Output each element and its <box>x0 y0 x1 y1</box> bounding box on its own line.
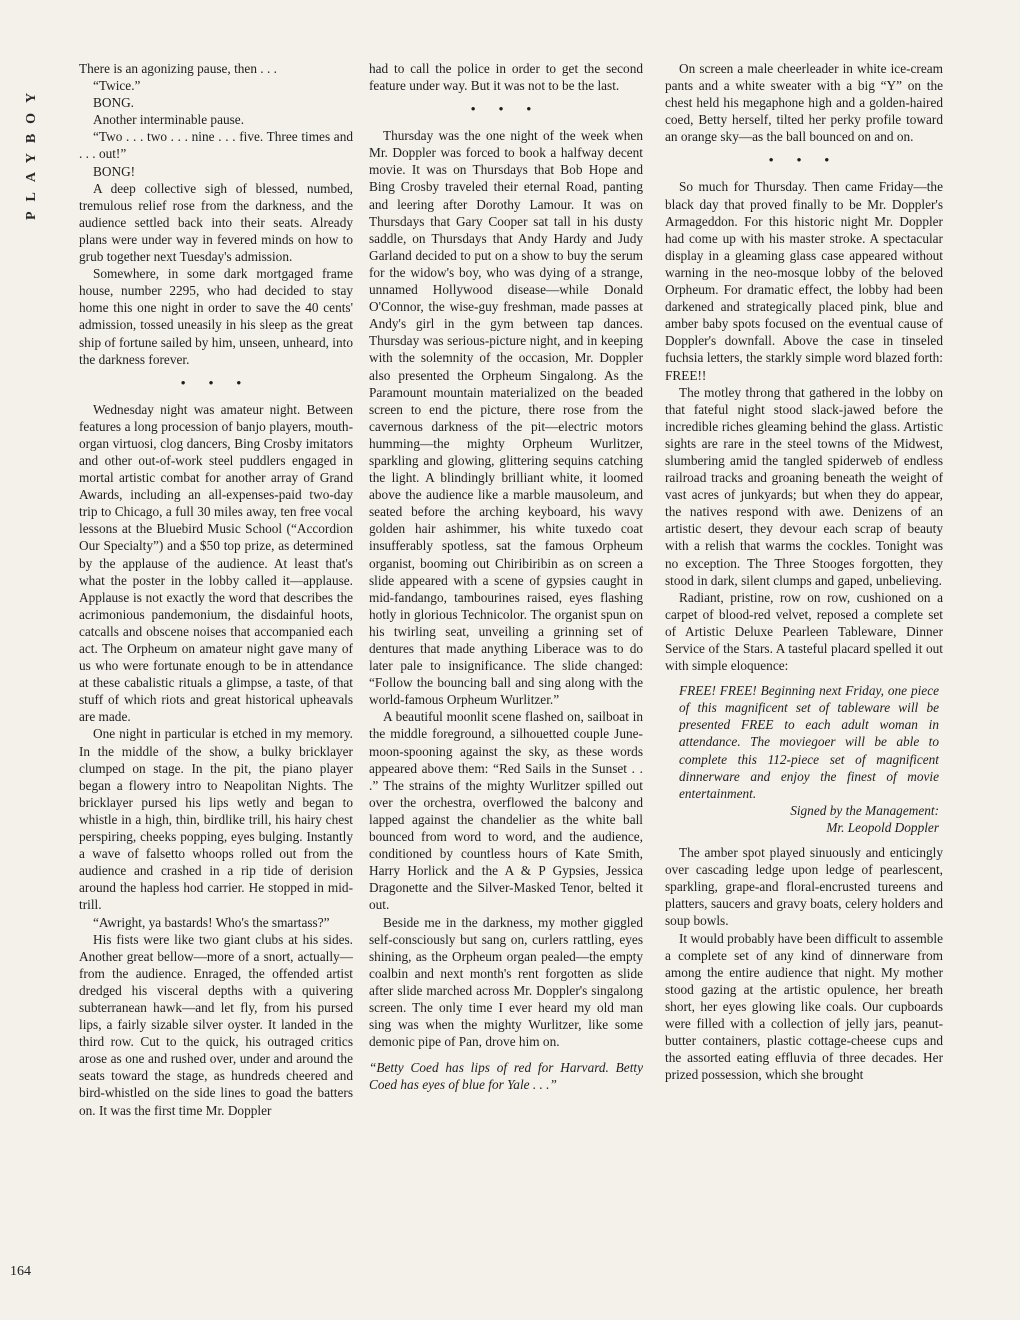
paragraph: Thursday was the one night of the week when Mr. Doppler was forced to book a halfway decent movie. It was on Thursdays that Bob Hope and Bing Crosby traveled their eternal Road, panting and leering after Dorothy Lamour. It was on Thursdays that Gary Cooper sat tall in his dusty saddle, on Thursdays that Andy Hardy and Judy Garland decided to put on a show to buy the serum for the widow's boy, who was dying of a strange, unnamed Hollywood disease—while Donald O'Connor, the wise-guy freshman, made passes at Andy's girl in the gym between tap dances. Thursday was serious-picture night, and in keeping with the solemnity of the occasion, Mr. Doppler also presented the Orpheum Singalong. As the Paramount mountain materialized on the beaded screen to end the picture, there rose from the cavernous darkness of the pit—electric motors humming—the mighty Orpheum Wurlitzer, sparkling and glowing, glittering sequins catching the light. A blindingly brilliant white, it loomed above the audience like a marble mausoleum, and seated before the arching keyboard, his wavy golden hair ashimmer, his white tuxedo coat insufferably spotless, sat the famous Orpheum organist, booming out Chiribiribin as on screen a slide appeared with a scene of gypsies caught in mid-fandango, tambourines raised, eyes flashing hotly in glorious Technicolor. The organist spun on his twirling seat, unveiling a grinning set of dentures that made anything Liberace was to do later pale to insignificance. The slide changed: “Follow the bouncing ball and sing along with the world-famous Orpheum Wurlitzer.” <box>369 128 643 708</box>
paragraph: Another interminable pause. <box>93 112 245 128</box>
paragraph: The amber spot played sinuously and enticingly over cascading ledge upon ledge of pearlescent, sparkling, grape-and floral-encrusted tureens and platters, saucers and gravy boats, celery holders and soup bowls. <box>665 845 943 929</box>
paragraph: BONG! <box>93 163 136 179</box>
paragraph: A deep collective sigh of blessed, numbed, tremulous relief rose from the darkness, and the audience settled back into their seats. Already plans were under way in fevered minds on how to grub together next Tuesday's admission. <box>79 180 353 265</box>
paragraph: A beautiful moonlit scene flashed on, sailboat in the middle foreground, a silhouetted couple June-moon-spooning against the sky, as these words appeared above them: “Red Sails in the Sunset . . .” The strains of the mighty Wurlitzer spilled out over the orchestra, overflowed the balcony and lapped against the chandelier as the white ball bounced from word to word, and the audience, conditioned by countless hours of Kate Smith, Harry Horlick and the A & P Gypsies, Jessica Dragonette and the Silver-Masked Tenor, belted it out. <box>369 709 643 913</box>
placard-quote <box>679 682 939 836</box>
text-column-1 <box>79 60 353 1285</box>
paragraph: had to call the police in order to get the second feature under way. But it was not to be the last. <box>369 61 643 94</box>
section-break: • • • <box>180 374 252 390</box>
placard-signature-name: Mr. Leopold Doppler <box>826 819 939 835</box>
paragraph: It would probably have been difficult to assemble a complete set of any kind of dinnerware from among the entire audience that night. My mother stood gazing at the artistic opulence, her breath short, her eyes glowing like coals. Our cupboards were filled with a collection of jelly jars, peanut-butter containers, plastic cottage-cheese cups and the assorted eating effluvia of three decades. Her prized possession, which she brought <box>665 930 943 1083</box>
paragraph: So much for Thursday. Then came Friday—the black day that proved finally to be Mr. Doppler's Armageddon. For this historic night Mr. Doppler had come up with his master stroke. A spectacular display in a gleaming glass case appeared without warning in the neo-mosque lobby of the beloved Orpheum. For dramatic effect, the lobby had been darkened and strategically placed pink, blue and amber baby spots focused on the eventual cause of Doppler's downfall. Above the case in tinseled fuchsia letters, the starkly simple word blazed forth: FREE!! <box>665 179 943 383</box>
paragraph: His fists were like two giant clubs at his sides. Another great bellow—more of a snort, actually—from the audience. Enraged, the offended artist dredged his visceral depths with a quivering subterranean hawk—and let fly, from his pursed lips, a fairly sizable silver oyster. It landed in the third row. Cut to the quick, his outraged critics arose as one and rushed over, under and around the seats toward the stage, as hundreds cheered and bird-whistled on the side lines to goad the batters on. It was the first time Mr. Doppler <box>79 931 353 1118</box>
text-column-2 <box>369 60 643 1285</box>
paragraph: “Awright, ya bastards! Who's the smartass?” <box>93 914 330 930</box>
paragraph: Wednesday night was amateur night. Between features a long procession of banjo players, mouth-organ virtuosi, clog dancers, Bing Crosby imitators and other out-of-work steel puddlers engaged in mortal artistic combat for another array of Grand Awards, including an all-expenses-paid two-day trip to Chicago, a full 30 miles away, ten free vocal lessons at the Bluebird Music School (“Accordion Our Specialty”) and a $50 top prize, as determined by the applause of the audience. At least that's what the poster in the lobby called it—applause. Applause is not exactly the word that describes the acrimonious pandemonium, the disdainful hoots, catcalls and obscene noises that accompanied each act. The Orpheum on amateur night gave many of us who were fortunate enough to be in attendance at these cabalistic rituals a glimpse, a taste, of that stuff of which riots and great historical upheavals are made. <box>79 401 353 725</box>
paragraph: Beside me in the darkness, my mother giggled self-consciously but sang on, curlers rattling, eyes shining, as the Orpheum organ pealed—the empty coalbin and next month's rent forgotten as slide after slide marched across Mr. Doppler's singalong screen. The only time I ever heard my old man sing was when the mighty Wurlitzer, like some demonic pipe of Pan, drove him on. <box>369 914 643 1050</box>
placard-text: FREE! FREE! Beginning next Friday, one piece of this magnificent set of tableware will be presented FREE to each adult woman in attendance. The moviegoer will be able to complete this 112-piece set of magnificent dinnerware and enjoy the finest of movie entertainment. <box>679 683 939 801</box>
paragraph: On screen a male cheerleader in white ice-cream pants and a white sweater with a big “Y” on the chest held his megaphone high and a golden-haired coed, Betty herself, tilted her perky profile toward an orange sky—as the ball bounced on and on. <box>665 61 943 145</box>
paragraph: “Twice.” <box>93 78 141 94</box>
paragraph: Radiant, pristine, row on row, cushioned on a carpet of blood-red velvet, reposed a complete set of Artistic Deluxe Pearleen Tableware, Dinner Service of the Stars. A tasteful placard spelled it out with simple eloquence: <box>665 589 943 674</box>
section-break: • • • <box>768 152 840 168</box>
paragraph: The motley throng that gathered in the lobby on that fateful night stood slack-jawed before the incredible riches gleaming behind the glass. Artistic sights are rare in the steel towns of the Midwest, slumbering amid the tangled spiderweb of endless railroad tracks and groaning beneath the weight of vast acres of junkyards; but when they do appear, the natives respond with awe. Denizens of an artistic desert, they devour each scrap of beauty with a relish that warms the cockles. Tonight was no exception. The Three Stooges forgotten, they stood in dark, silent clumps and gaped, unbelieving. <box>665 384 943 588</box>
page-number: 164 <box>10 1264 31 1279</box>
song-lyric: “Betty Coed has lips of red for Harvard. Betty Coed has eyes of blue for Yale . . .” <box>369 1060 643 1093</box>
text-column-3 <box>665 60 943 1285</box>
section-break: • • • <box>470 101 542 117</box>
paragraph: There is an agonizing pause, then . . . <box>79 61 277 76</box>
paragraph: “Two . . . two . . . nine . . . five. Three times and . . . out!” <box>79 129 353 162</box>
paragraph: Somewhere, in some dark mortgaged frame house, number 2295, who had decided to stay home this one night in order to save the 40 cents' admission, tossed uneasily in his sleep as the great ship of fortune sailed by him, unseen, unheard, into the darkness forever. <box>79 266 353 367</box>
placard-signature-line: Signed by the Management: <box>790 802 939 818</box>
paragraph: BONG. <box>93 95 135 111</box>
running-head: PLAYBOY <box>24 82 39 220</box>
paragraph: One night in particular is etched in my memory. In the middle of the show, a bulky bricklayer clumped on stage. In the pit, the piano player began a flowery intro to Neapolitan Nights. The bricklayer pursed his lips wetly and began to whistle in a high, thin, birdlike trill, his hairy chest perspiring, cheeks popping, eyes bulging. Instantly a wave of falsetto whoops rolled out from the audience and crashed in a rip tide of derision around the hapless hod carrier. He stopped in mid-trill. <box>79 726 353 913</box>
